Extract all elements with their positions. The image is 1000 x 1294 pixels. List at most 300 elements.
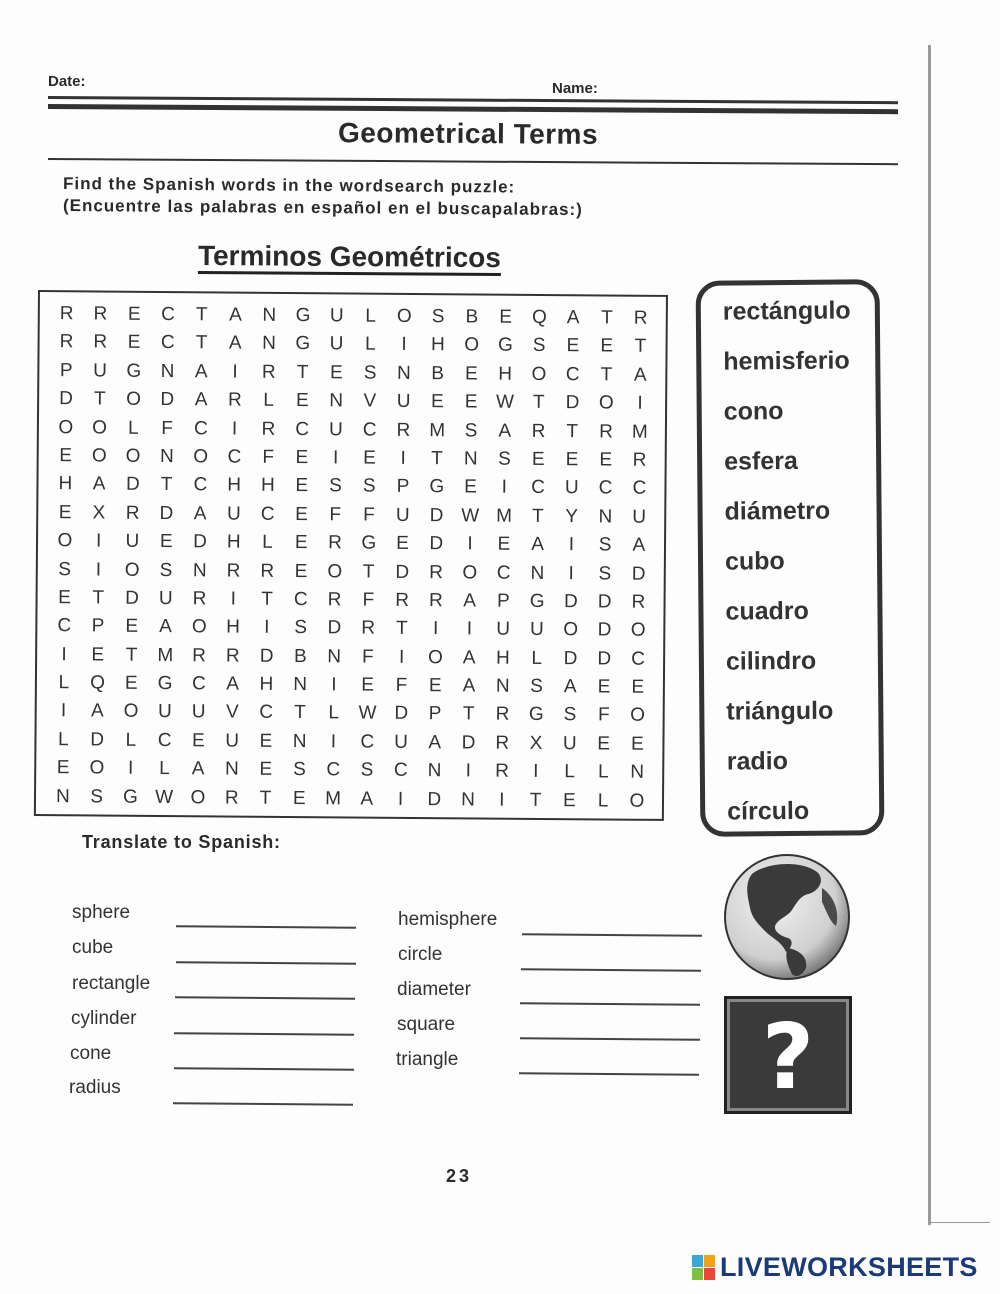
grid-letter[interactable]: T xyxy=(600,364,613,386)
grid-letter[interactable]: G xyxy=(529,590,545,612)
grid-letter[interactable]: A xyxy=(360,788,374,810)
grid-letter[interactable]: L xyxy=(57,729,69,751)
grid-letter[interactable]: F xyxy=(161,417,173,439)
grid-letter[interactable]: E xyxy=(127,332,141,354)
grid-letter[interactable]: I xyxy=(95,530,102,552)
grid-letter[interactable]: E xyxy=(600,335,614,357)
grid-letter[interactable]: Q xyxy=(531,306,547,328)
grid-letter[interactable]: I xyxy=(264,617,270,639)
grid-letter[interactable]: O xyxy=(630,705,646,727)
grid-letter[interactable]: O xyxy=(598,392,614,414)
grid-letter[interactable]: C xyxy=(57,615,72,637)
answer-line-hemisphere[interactable] xyxy=(522,933,702,937)
grid-letter[interactable]: D xyxy=(461,732,476,754)
grid-letter[interactable]: I xyxy=(466,618,473,640)
grid-letter[interactable]: W xyxy=(358,702,377,725)
grid-letter[interactable]: C xyxy=(598,477,613,499)
grid-letter[interactable]: R xyxy=(125,502,140,524)
grid-letter[interactable]: Y xyxy=(565,505,579,527)
grid-letter[interactable]: S xyxy=(464,419,478,442)
grid-letter[interactable]: N xyxy=(461,788,476,811)
answer-line-square[interactable] xyxy=(520,1037,700,1041)
grid-letter[interactable]: L xyxy=(328,702,340,724)
grid-letter[interactable]: D xyxy=(563,591,578,613)
grid-letter[interactable]: E xyxy=(631,676,645,698)
grid-letter[interactable]: U xyxy=(157,701,172,723)
grid-letter[interactable]: S xyxy=(498,448,511,470)
grid-letter[interactable]: S xyxy=(329,475,342,497)
grid-letter[interactable]: O xyxy=(630,619,646,642)
grid-letter[interactable]: U xyxy=(125,530,140,552)
grid-letter[interactable]: B xyxy=(431,362,445,384)
grid-letter[interactable]: D xyxy=(427,788,442,810)
grid-letter[interactable]: W xyxy=(495,391,515,413)
grid-letter[interactable]: C xyxy=(362,419,377,441)
grid-letter[interactable]: R xyxy=(328,532,342,554)
grid-letter[interactable]: G xyxy=(122,786,138,808)
grid-letter[interactable]: I xyxy=(397,788,404,810)
grid-letter[interactable]: R xyxy=(599,420,613,443)
grid-letter[interactable]: R xyxy=(192,644,207,667)
grid-letter[interactable]: I xyxy=(332,447,339,469)
grid-letter[interactable]: U xyxy=(529,619,544,641)
grid-letter[interactable]: I xyxy=(467,533,473,555)
grid-letter[interactable]: I xyxy=(330,731,337,753)
grid-letter[interactable]: R xyxy=(225,645,240,667)
grid-letter[interactable]: U xyxy=(496,618,511,641)
grid-letter[interactable]: O xyxy=(124,559,140,581)
grid-letter[interactable]: A xyxy=(159,616,172,638)
grid-letter[interactable]: O xyxy=(464,334,480,356)
grid-letter[interactable]: O xyxy=(563,619,579,641)
grid-letter[interactable]: I xyxy=(61,643,67,665)
grid-letter[interactable]: L xyxy=(364,333,376,356)
grid-letter[interactable]: T xyxy=(296,361,309,383)
grid-letter[interactable]: R xyxy=(227,389,242,411)
grid-letter[interactable]: L xyxy=(159,758,170,780)
grid-letter[interactable]: N xyxy=(55,785,70,807)
grid-letter[interactable]: E xyxy=(428,675,442,697)
grid-letter[interactable]: I xyxy=(331,674,337,696)
grid-letter[interactable]: G xyxy=(528,704,544,726)
answer-line-circle[interactable] xyxy=(521,968,701,972)
grid-letter[interactable]: U xyxy=(562,732,577,755)
grid-letter[interactable]: A xyxy=(226,673,240,695)
grid-letter[interactable]: U xyxy=(396,390,411,413)
grid-letter[interactable]: I xyxy=(398,646,405,668)
grid-letter[interactable]: H xyxy=(58,473,73,495)
grid-letter[interactable]: O xyxy=(396,305,412,327)
grid-letter[interactable]: W xyxy=(461,505,480,527)
grid-letter[interactable]: G xyxy=(361,532,377,554)
grid-letter[interactable]: T xyxy=(362,561,375,583)
answer-line-triangle[interactable] xyxy=(519,1072,699,1076)
grid-letter[interactable]: U xyxy=(329,305,344,327)
grid-letter[interactable]: A xyxy=(632,534,646,556)
answer-line-radius[interactable] xyxy=(173,1102,353,1106)
grid-letter[interactable]: L xyxy=(125,729,137,751)
grid-letter[interactable]: C xyxy=(161,303,175,326)
grid-letter[interactable]: S xyxy=(360,759,374,781)
grid-letter[interactable]: U xyxy=(158,587,173,609)
grid-letter[interactable]: R xyxy=(495,704,510,726)
grid-letter[interactable]: G xyxy=(497,335,513,357)
grid-letter[interactable]: E xyxy=(464,363,478,385)
grid-letter[interactable]: A xyxy=(194,361,208,383)
answer-line-rectangle[interactable] xyxy=(175,996,355,1000)
grid-letter[interactable]: C xyxy=(157,729,172,751)
grid-letter[interactable]: L xyxy=(597,761,609,783)
grid-letter[interactable]: R xyxy=(260,560,275,582)
grid-letter[interactable]: L xyxy=(262,531,273,553)
grid-letter[interactable]: H xyxy=(226,531,241,553)
grid-letter[interactable]: S xyxy=(532,335,546,357)
grid-letter[interactable]: I xyxy=(533,761,539,783)
grid-letter[interactable]: A xyxy=(633,364,647,386)
answer-line-sphere[interactable] xyxy=(176,925,356,929)
grid-letter[interactable]: N xyxy=(293,674,308,696)
grid-letter[interactable]: A xyxy=(194,389,208,411)
grid-letter[interactable]: E xyxy=(294,560,308,582)
grid-letter[interactable]: E xyxy=(124,672,138,694)
grid-letter[interactable]: D xyxy=(90,729,105,751)
grid-letter[interactable]: C xyxy=(632,478,647,500)
grid-letter[interactable]: S xyxy=(58,558,72,580)
grid-letter[interactable]: D xyxy=(394,703,409,725)
grid-letter[interactable]: D xyxy=(429,504,444,526)
grid-letter[interactable]: A xyxy=(462,675,476,697)
grid-letter[interactable]: T xyxy=(294,702,306,724)
grid-letter[interactable]: E xyxy=(497,533,511,555)
grid-letter[interactable]: O xyxy=(427,646,443,668)
grid-letter[interactable]: E xyxy=(294,532,308,554)
grid-letter[interactable]: R xyxy=(531,420,546,442)
grid-letter[interactable]: R xyxy=(428,589,443,612)
grid-letter[interactable]: S xyxy=(363,362,377,384)
grid-letter[interactable]: L xyxy=(263,389,274,412)
grid-letter[interactable]: I xyxy=(95,558,102,581)
grid-letter[interactable]: N xyxy=(225,758,239,780)
grid-letter[interactable]: E xyxy=(499,306,513,328)
grid-letter[interactable]: E xyxy=(125,615,139,638)
grid-letter[interactable]: T xyxy=(195,332,208,354)
grid-letter[interactable]: N xyxy=(598,506,613,528)
grid-letter[interactable]: G xyxy=(295,333,311,355)
grid-letter[interactable]: D xyxy=(631,563,646,585)
grid-letter[interactable]: S xyxy=(530,675,543,698)
grid-letter[interactable]: O xyxy=(58,416,74,438)
grid-letter[interactable]: T xyxy=(431,448,443,470)
grid-letter[interactable]: M xyxy=(496,505,513,527)
grid-letter[interactable]: R xyxy=(327,589,342,611)
grid-letter[interactable]: T xyxy=(125,644,138,666)
grid-letter[interactable]: D xyxy=(597,648,612,670)
grid-letter[interactable]: T xyxy=(566,420,579,442)
grid-letter[interactable]: O xyxy=(191,616,207,638)
grid-letter[interactable]: C xyxy=(293,588,308,611)
grid-letter[interactable]: C xyxy=(193,474,208,496)
grid-letter[interactable]: E xyxy=(295,390,309,412)
grid-letter[interactable]: D xyxy=(327,617,342,639)
grid-letter[interactable]: O xyxy=(89,757,105,779)
grid-letter[interactable]: F xyxy=(362,589,375,611)
grid-letter[interactable]: G xyxy=(126,360,142,382)
grid-letter[interactable]: S xyxy=(159,559,173,581)
grid-letter[interactable]: N xyxy=(630,761,645,784)
grid-letter[interactable]: E xyxy=(562,789,576,811)
grid-letter[interactable]: E xyxy=(565,449,579,471)
grid-letter[interactable]: D xyxy=(565,392,580,414)
grid-letter[interactable]: X xyxy=(92,502,106,524)
grid-letter[interactable]: E xyxy=(259,730,273,752)
grid-letter[interactable]: R xyxy=(59,303,74,325)
grid-letter[interactable]: R xyxy=(395,589,410,611)
grid-letter[interactable]: I xyxy=(499,789,505,811)
grid-letter[interactable]: I xyxy=(637,392,643,414)
grid-letter[interactable]: P xyxy=(428,703,442,725)
grid-letter[interactable]: T xyxy=(634,336,647,358)
grid-letter[interactable]: G xyxy=(295,305,311,327)
grid-letter[interactable]: U xyxy=(329,333,344,355)
grid-letter[interactable]: R xyxy=(93,331,108,353)
grid-letter[interactable]: D xyxy=(259,645,274,667)
grid-letter[interactable]: U xyxy=(227,503,241,525)
grid-letter[interactable]: T xyxy=(531,505,544,527)
grid-letter[interactable]: V xyxy=(363,390,377,412)
grid-letter[interactable]: R xyxy=(631,591,646,613)
grid-letter[interactable]: E xyxy=(127,303,141,325)
grid-letter[interactable]: W xyxy=(155,786,174,808)
grid-letter[interactable]: E xyxy=(295,475,309,497)
grid-letter[interactable]: I xyxy=(127,757,134,780)
grid-letter[interactable]: E xyxy=(464,391,478,413)
grid-letter[interactable]: D xyxy=(395,561,410,583)
grid-letter[interactable]: I xyxy=(432,618,439,640)
grid-letter[interactable]: U xyxy=(191,701,206,723)
grid-letter[interactable]: F xyxy=(329,504,342,526)
grid-letter[interactable]: E xyxy=(295,446,309,469)
grid-letter[interactable]: S xyxy=(90,786,104,808)
grid-letter[interactable]: C xyxy=(496,562,511,584)
grid-letter[interactable]: C xyxy=(227,446,242,468)
grid-letter[interactable]: N xyxy=(262,304,277,326)
grid-letter[interactable]: N xyxy=(160,360,175,382)
grid-letter[interactable]: U xyxy=(93,360,107,382)
grid-letter[interactable]: D xyxy=(159,502,174,524)
grid-letter[interactable]: U xyxy=(225,730,240,752)
grid-letter[interactable]: F xyxy=(395,674,408,696)
grid-letter[interactable]: O xyxy=(190,786,206,808)
grid-letter[interactable]: D xyxy=(125,474,140,496)
grid-letter[interactable]: E xyxy=(58,501,72,524)
grid-letter[interactable]: A xyxy=(193,502,207,525)
grid-letter[interactable]: F xyxy=(362,646,374,668)
grid-letter[interactable]: A xyxy=(229,304,242,326)
grid-letter[interactable]: E xyxy=(59,445,73,467)
grid-letter[interactable]: B xyxy=(465,306,479,328)
grid-letter[interactable]: U xyxy=(632,506,647,528)
grid-letter[interactable]: D xyxy=(59,388,73,410)
grid-letter[interactable]: I xyxy=(232,361,238,383)
grid-letter[interactable]: O xyxy=(193,446,209,468)
grid-letter[interactable]: T xyxy=(93,388,106,410)
grid-letter[interactable]: R xyxy=(429,561,444,583)
grid-letter[interactable]: N xyxy=(463,448,478,470)
grid-letter[interactable]: O xyxy=(126,388,142,410)
grid-letter[interactable]: I xyxy=(231,418,238,440)
grid-letter[interactable]: E xyxy=(363,447,376,469)
grid-letter[interactable]: A xyxy=(566,307,580,329)
grid-letter[interactable]: A xyxy=(90,700,104,722)
grid-letter[interactable]: E xyxy=(159,531,173,553)
grid-letter[interactable]: A xyxy=(498,420,512,442)
grid-letter[interactable]: L xyxy=(564,761,575,783)
grid-letter[interactable]: O xyxy=(629,790,645,812)
grid-letter[interactable]: F xyxy=(363,504,375,526)
grid-letter[interactable]: H xyxy=(260,475,275,497)
grid-letter[interactable]: R xyxy=(633,307,648,329)
grid-letter[interactable]: E xyxy=(58,587,71,609)
grid-letter[interactable]: C xyxy=(193,417,208,439)
grid-letter[interactable]: E xyxy=(191,730,205,752)
grid-letter[interactable]: D xyxy=(193,531,207,553)
grid-letter[interactable]: C xyxy=(295,418,310,440)
grid-letter[interactable]: L xyxy=(365,305,376,327)
grid-letter[interactable]: P xyxy=(496,590,510,612)
grid-letter[interactable]: H xyxy=(496,647,510,669)
grid-letter[interactable]: O xyxy=(462,561,478,583)
grid-letter[interactable]: N xyxy=(292,730,307,752)
grid-letter[interactable]: E xyxy=(597,676,611,698)
grid-letter[interactable]: S xyxy=(598,562,612,585)
grid-letter[interactable]: U xyxy=(394,731,408,753)
grid-letter[interactable]: R xyxy=(396,419,411,441)
grid-letter[interactable]: P xyxy=(396,476,410,498)
grid-letter[interactable]: U xyxy=(395,504,410,526)
grid-letter[interactable]: R xyxy=(226,560,241,582)
grid-letter[interactable]: R xyxy=(224,787,239,809)
grid-letter[interactable]: X xyxy=(529,732,543,754)
grid-letter[interactable]: T xyxy=(532,392,545,414)
grid-letter[interactable]: R xyxy=(59,331,74,353)
grid-letter[interactable]: D xyxy=(597,591,612,613)
grid-letter[interactable]: T xyxy=(396,618,408,640)
grid-letter[interactable]: R xyxy=(93,303,108,325)
grid-letter[interactable]: I xyxy=(465,760,472,782)
grid-letter[interactable]: E xyxy=(531,448,545,470)
grid-letter[interactable]: M xyxy=(631,421,648,443)
grid-letter[interactable]: S xyxy=(362,475,376,498)
grid-letter[interactable]: A xyxy=(228,332,242,354)
grid-letter[interactable]: O xyxy=(125,445,141,467)
grid-letter[interactable]: N xyxy=(262,333,277,355)
grid-letter[interactable]: A xyxy=(463,590,477,612)
grid-letter[interactable]: R xyxy=(495,732,510,754)
grid-letter[interactable]: N xyxy=(495,675,510,697)
grid-letter[interactable]: E xyxy=(630,733,644,755)
grid-letter[interactable]: O xyxy=(57,530,73,552)
grid-letter[interactable]: E xyxy=(464,476,477,498)
grid-letter[interactable]: P xyxy=(59,359,73,382)
grid-letter[interactable]: T xyxy=(462,703,475,725)
grid-letter[interactable]: S xyxy=(563,704,577,726)
grid-letter[interactable]: E xyxy=(597,733,611,755)
grid-letter[interactable]: D xyxy=(597,619,612,641)
grid-letter[interactable]: A xyxy=(92,473,106,495)
answer-line-cube[interactable] xyxy=(176,961,356,965)
grid-letter[interactable]: D xyxy=(563,647,578,669)
grid-letter[interactable]: P xyxy=(91,615,105,637)
grid-letter[interactable]: O xyxy=(327,560,343,582)
grid-letter[interactable]: N xyxy=(159,445,174,468)
answer-line-diameter[interactable] xyxy=(520,1002,700,1006)
grid-letter[interactable]: T xyxy=(261,588,273,610)
grid-letter[interactable]: L xyxy=(531,647,543,669)
grid-letter[interactable]: N xyxy=(427,760,442,782)
grid-letter[interactable]: T xyxy=(160,474,173,496)
grid-letter[interactable]: A xyxy=(563,676,577,698)
grid-letter[interactable]: D xyxy=(125,587,139,609)
grid-letter[interactable]: S xyxy=(431,306,445,328)
grid-letter[interactable]: R xyxy=(361,617,376,639)
grid-letter[interactable]: F xyxy=(597,704,610,726)
grid-letter[interactable]: Q xyxy=(90,672,106,694)
grid-letter[interactable]: H xyxy=(430,334,445,356)
grid-letter[interactable]: C xyxy=(360,731,375,753)
grid-letter[interactable]: C xyxy=(260,503,275,525)
grid-letter[interactable]: U xyxy=(564,477,579,499)
grid-letter[interactable]: E xyxy=(91,644,105,666)
grid-letter[interactable]: I xyxy=(60,700,67,722)
grid-letter[interactable]: D xyxy=(160,389,175,411)
grid-letter[interactable]: E xyxy=(292,787,306,809)
grid-letter[interactable]: H xyxy=(227,474,242,496)
grid-letter[interactable]: S xyxy=(598,534,612,556)
grid-letter[interactable]: H xyxy=(498,363,513,385)
grid-letter[interactable]: F xyxy=(262,446,275,468)
grid-letter[interactable]: E xyxy=(431,391,444,413)
grid-letter[interactable]: R xyxy=(261,361,276,383)
grid-letter[interactable]: L xyxy=(58,672,70,694)
grid-letter[interactable]: R xyxy=(192,588,207,610)
grid-letter[interactable]: E xyxy=(295,503,308,525)
grid-letter[interactable]: L xyxy=(127,417,139,439)
grid-letter[interactable]: R xyxy=(261,418,276,440)
grid-letter[interactable]: O xyxy=(92,416,108,439)
grid-letter[interactable]: E xyxy=(599,449,613,471)
grid-letter[interactable]: T xyxy=(195,304,208,326)
grid-letter[interactable]: B xyxy=(293,645,307,667)
grid-letter[interactable]: H xyxy=(259,673,274,695)
grid-letter[interactable]: N xyxy=(192,559,207,581)
grid-letter[interactable]: I xyxy=(568,562,574,584)
grid-letter[interactable]: C xyxy=(191,673,206,695)
grid-letter[interactable]: E xyxy=(259,759,273,781)
grid-letter[interactable]: O xyxy=(531,363,547,385)
grid-letter[interactable]: D xyxy=(429,533,444,555)
grid-letter[interactable]: A xyxy=(428,731,442,754)
grid-letter[interactable]: C xyxy=(326,759,341,781)
grid-letter[interactable]: C xyxy=(259,702,274,724)
grid-letter[interactable]: S xyxy=(293,759,306,781)
grid-letter[interactable]: C xyxy=(565,363,580,386)
grid-letter[interactable]: I xyxy=(400,447,406,469)
grid-letter[interactable]: T xyxy=(529,789,542,811)
grid-letter[interactable]: I xyxy=(568,534,575,556)
grid-letter[interactable]: N xyxy=(396,362,411,384)
answer-line-cone[interactable] xyxy=(174,1067,354,1071)
grid-letter[interactable]: I xyxy=(501,476,508,499)
